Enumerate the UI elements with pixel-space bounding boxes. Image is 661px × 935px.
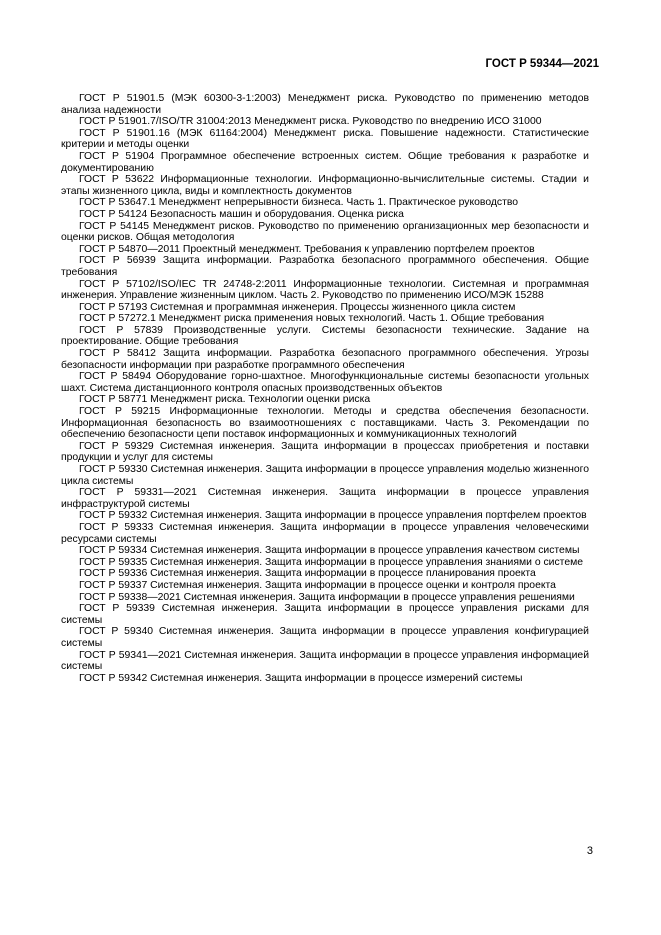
reference-item: ГОСТ Р 51901.16 (МЭК 61164:2004) Менеджмент риска. Повышение надежности. Статистические критерии и методы оценки bbox=[61, 127, 589, 151]
reference-item: ГОСТ Р 51901.5 (МЭК 60300-3-1:2003) Менеджмент риска. Руководство по применению методов анализа надежности bbox=[61, 93, 589, 116]
normative-references-list bbox=[61, 93, 589, 684]
reference-item: ГОСТ Р 57839 Производственные услуги. Системы безопасности технические. Задание на проектирование. Общие требования bbox=[61, 324, 589, 348]
reference-item: ГОСТ Р 51904 Программное обеспечение встроенных систем. Общие требования к разработке и документированию bbox=[61, 150, 589, 174]
reference-item: ГОСТ Р 54145 Менеджмент рисков. Руководство по применению организационных мер безопасности и оценки рисков. Общая методология bbox=[61, 220, 589, 244]
reference-item: ГОСТ Р 59332 Системная инженерия. Защита информации в процессе управления портфелем проектов bbox=[79, 510, 587, 522]
reference-item: ГОСТ Р 58412 Защита информации. Разработка безопасного программного обеспечения. Угрозы безопасности информации при разработке программного обеспечения bbox=[61, 348, 589, 371]
reference-item: ГОСТ Р 59333 Системная инженерия. Защита информации в процессе управления человеческими ресурсами системы bbox=[61, 521, 589, 545]
reference-item: ГОСТ Р 57272.1 Менеджмент риска применения новых технологий. Часть 1. Общие требования bbox=[79, 313, 545, 325]
reference-item: ГОСТ Р 59336 Системная инженерия. Защита информации в процессе планирования проекта bbox=[79, 568, 536, 580]
reference-item: ГОСТ Р 59330 Системная инженерия. Защита информации в процессе управления моделью жизненного цикла системы bbox=[61, 464, 589, 487]
reference-item: ГОСТ Р 54870—2011 Проектный менеджмент. Требования к управлению портфелем проектов bbox=[79, 243, 535, 255]
reference-item: ГОСТ Р 56939 Защита информации. Разработка безопасного программного обеспечения. Общие требования bbox=[61, 255, 589, 278]
reference-item: ГОСТ Р 59215 Информационные технологии. Методы и средства обеспечения безопасности. Информационная безопасность во взаимоотношениях с поставщиками. Часть 3. Рекомендации по обеспечению безопасности цепи поставок информационных и коммуникационных технологий bbox=[61, 406, 589, 441]
reference-item: ГОСТ Р 53622 Информационные технологии. Информационно-вычислительные системы. Стадии и этапы жизненного цикла, виды и комплектность документов bbox=[61, 174, 589, 197]
reference-item: ГОСТ Р 59337 Системная инженерия. Защита информации в процессе оценки и контроля проекта bbox=[79, 579, 556, 591]
reference-item: ГОСТ Р 59340 Системная инженерия. Защита информации в процессе управления конфигурацией системы bbox=[61, 626, 589, 649]
reference-item: ГОСТ Р 59329 Системная инженерия. Защита информации в процессах приобретения и поставки продукции и услуг для системы bbox=[61, 440, 589, 464]
reference-item: ГОСТ Р 59341—2021 Системная инженерия. Защита информации в процессе управления информацией системы bbox=[61, 649, 589, 673]
reference-item: ГОСТ Р 53647.1 Менеджмент непрерывности бизнеса. Часть 1. Практическое руководство bbox=[79, 197, 519, 209]
reference-item: ГОСТ Р 59338—2021 Системная инженерия. Защита информации в процессе управления решениями bbox=[79, 591, 575, 603]
reference-item: ГОСТ Р 59331—2021 Системная инженерия. Защита информации в процессе управления инфраструктурой системы bbox=[61, 487, 589, 510]
document-header: ГОСТ Р 59344—2021 bbox=[485, 58, 599, 70]
reference-item: ГОСТ Р 54124 Безопасность машин и оборудования. Оценка риска bbox=[79, 208, 404, 220]
reference-item: ГОСТ Р 59335 Системная инженерия. Защита информации в процессе управления знаниями о системе bbox=[79, 556, 584, 568]
reference-item: ГОСТ Р 59342 Системная инженерия. Защита информации в процессе измерений системы bbox=[79, 672, 523, 684]
reference-item: ГОСТ Р 58494 Оборудование горно-шахтное. Многофункциональные системы безопасности угольных шахт. Система дистанционного контроля опасных производственных объектов bbox=[61, 371, 589, 394]
reference-item: ГОСТ Р 57193 Системная и программная инженерия. Процессы жизненного цикла систем bbox=[79, 301, 516, 313]
reference-item: ГОСТ Р 57102/ISO/IEC TR 24748-2:2011 Информационные технологии. Системная и программная инженерия. Управление жизненным циклом. Часть 2. Руководство по применению ИСО/МЭК 15288 bbox=[61, 278, 589, 302]
page-number: 3 bbox=[586, 845, 593, 857]
reference-item: ГОСТ Р 51901.7/ISO/TR 31004:2013 Менеджмент риска. Руководство по внедрению ИСО 31000 bbox=[79, 116, 542, 128]
reference-item: ГОСТ Р 59339 Системная инженерия. Защита информации в процессе управления рисками для системы bbox=[61, 603, 589, 626]
reference-item: ГОСТ Р 58771 Менеджмент риска. Технологии оценки риска bbox=[79, 394, 371, 406]
reference-item: ГОСТ Р 59334 Системная инженерия. Защита информации в процессе управления качеством системы bbox=[79, 545, 580, 557]
